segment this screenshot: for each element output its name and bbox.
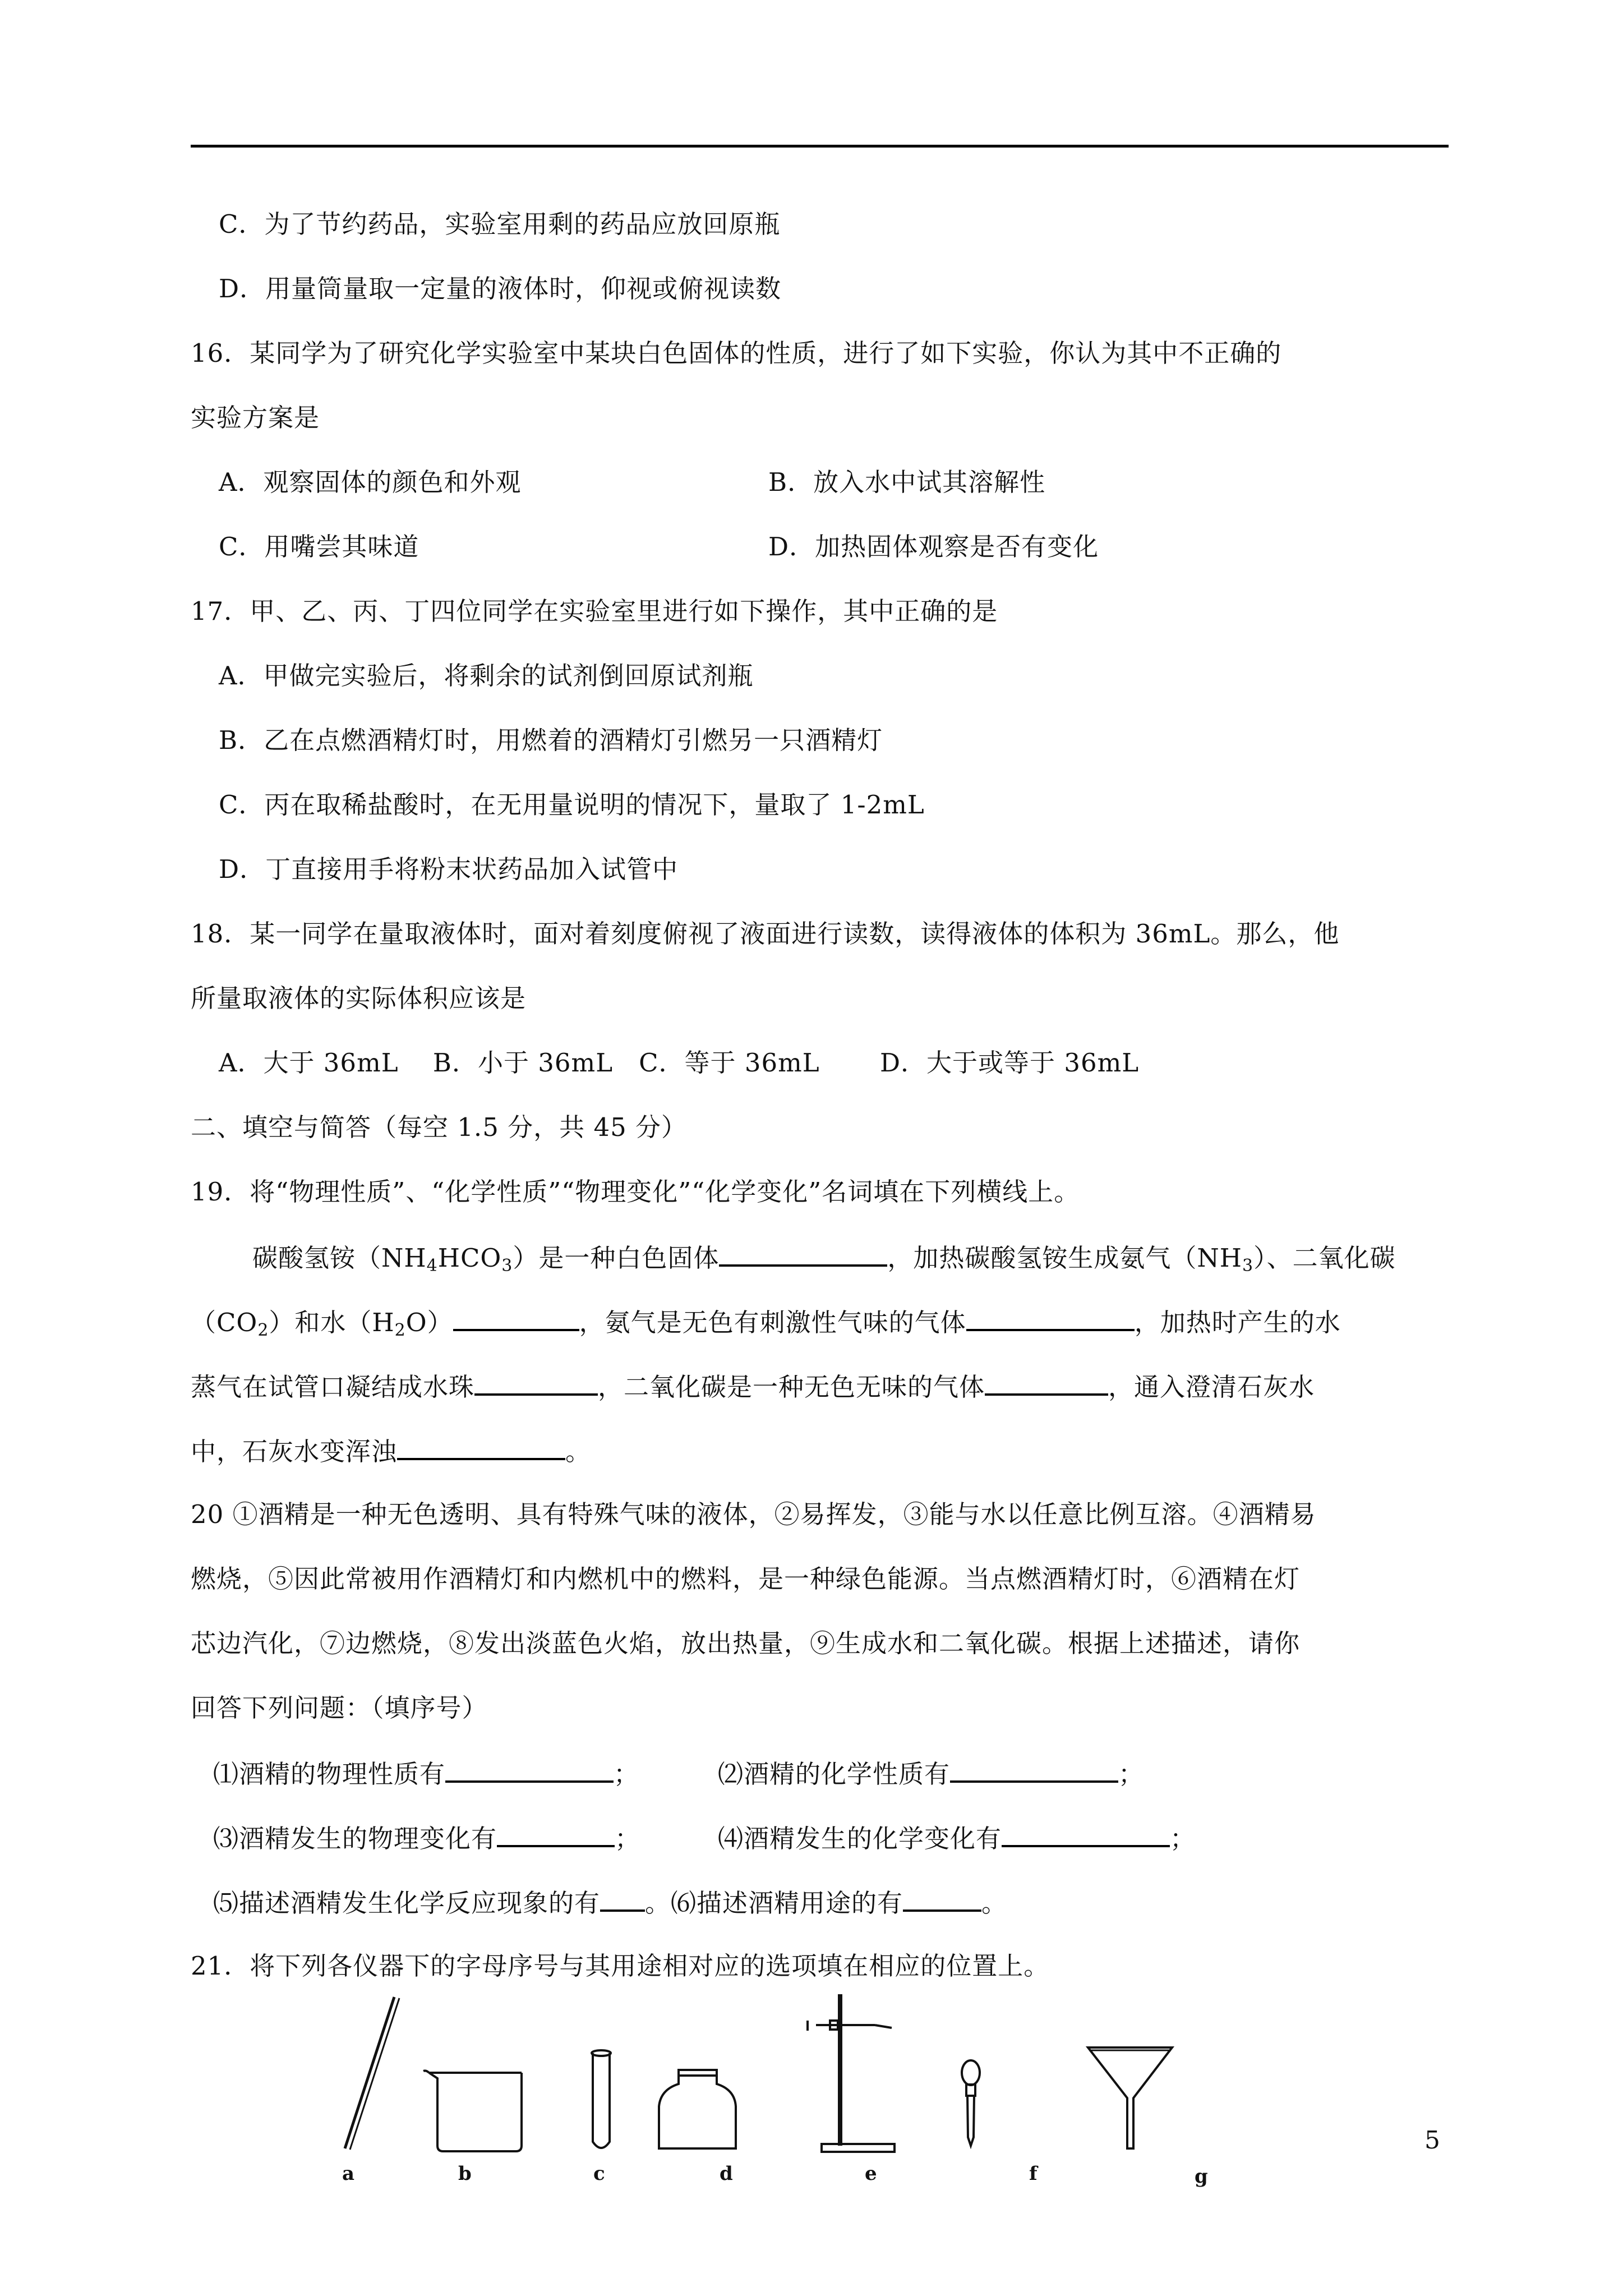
q16-option-a: A．观察固体的颜色和外观 xyxy=(219,467,522,497)
answer-blank[interactable] xyxy=(950,1756,1118,1783)
answer-blank[interactable] xyxy=(600,1885,645,1912)
iron-stand-icon xyxy=(808,1994,895,2152)
glass-rod-icon xyxy=(345,1997,399,2150)
option-c: C．为了节约药品，实验室用剩的药品应放回原瓶 xyxy=(219,209,781,239)
q19-line-4: 中，石灰水变浑浊 。 xyxy=(191,1433,591,1469)
question-18-cont: 所量取液体的实际体积应该是 xyxy=(191,983,527,1013)
header-rule xyxy=(191,145,1449,148)
question-16-cont: 实验方案是 xyxy=(191,403,320,432)
wide-mouth-bottle-icon xyxy=(659,2070,736,2148)
answer-blank[interactable] xyxy=(1002,1820,1170,1847)
q16-option-d: D．加热固体观察是否有变化 xyxy=(768,532,1099,562)
answer-blank[interactable] xyxy=(474,1369,598,1396)
question-19: 19．将“物理性质”、“化学性质”“物理变化”“化学变化”名词填在下列横线上。 xyxy=(191,1177,1080,1207)
funnel-icon xyxy=(1088,2047,1172,2148)
answer-blank[interactable] xyxy=(497,1820,615,1847)
q17-option-a: A．甲做完实验后，将剩余的试剂倒回原试剂瓶 xyxy=(219,661,754,691)
question-20: 20 ①酒精是一种无色透明、具有特殊气味的液体，②易挥发，③能与水以任意比例互溶。④酒精易 xyxy=(191,1499,1316,1529)
question-21: 21．将下列各仪器下的字母序号与其用途相对应的选项填在相应的位置上。 xyxy=(191,1951,1050,1981)
q19-line-2: $(CO_2)$和水$(H_2O)$ ，氨气是无色有刺激性气味的气体 ，加热时产生的水 xyxy=(191,1304,1341,1347)
apparatus-label-d: d xyxy=(720,2162,733,2185)
q17-option-d: D．丁直接用手将粉末状药品加入试管中 xyxy=(219,854,679,884)
answer-blank[interactable] xyxy=(397,1433,565,1460)
question-17: 17．甲、乙、丙、丁四位同学在实验室里进行如下操作，其中正确的是 xyxy=(191,596,998,626)
answer-blank[interactable] xyxy=(966,1304,1135,1331)
apparatus-figure xyxy=(314,1986,1307,2154)
answer-blank[interactable] xyxy=(903,1885,981,1912)
answer-blank[interactable] xyxy=(719,1240,887,1267)
q16-option-c: C．用嘴尝其味道 xyxy=(219,532,419,562)
question-20-cont-1: 燃烧，⑤因此常被用作酒精灯和内燃机中的燃料，是一种绿色能源。当点燃酒精灯时，⑥酒精在灯 xyxy=(191,1564,1301,1594)
apparatus-label-g: g xyxy=(1195,2165,1208,2188)
q20-part-2: ⑵酒精的化学性质有 ； xyxy=(718,1756,1144,1791)
option-d: D．用量筒量取一定量的液体时，仰视或俯视读数 xyxy=(219,274,782,303)
q17-option-c: C．丙在取稀盐酸时，在无用量说明的情况下，量取了 1-2mL xyxy=(219,790,925,820)
apparatus-label-c: c xyxy=(593,2162,605,2185)
q17-option-b: B．乙在点燃酒精灯时，用燃着的酒精灯引燃另一只酒精灯 xyxy=(219,725,883,755)
section-2-heading: 二、填空与简答（每空 1.5 分，共 45 分） xyxy=(191,1112,688,1142)
answer-blank[interactable] xyxy=(445,1756,614,1783)
question-20-cont-3: 回答下列问题：（填序号） xyxy=(191,1693,488,1723)
question-20-cont-2: 芯边汽化，⑦边燃烧，⑧发出淡蓝色火焰，放出热量，⑨生成水和二氧化碳。根据上述描述，请你 xyxy=(191,1628,1301,1658)
answer-blank[interactable] xyxy=(985,1369,1108,1396)
q18-options: A．大于 36mL B．小于 36mL C．等于 36mL D．大于或等于 36mL xyxy=(219,1048,1140,1078)
dropper-icon xyxy=(962,2060,980,2146)
apparatus-label-b: b xyxy=(458,2162,472,2185)
answer-blank[interactable] xyxy=(453,1304,579,1331)
question-16: 16．某同学为了研究化学实验室中某块白色固体的性质，进行了如下实验，你认为其中不正确的 xyxy=(191,338,1282,368)
q20-part-1: ⑴酒精的物理性质有 ； xyxy=(213,1756,639,1791)
q19-line-3: 蒸气在试管口凝结成水珠 ，二氧化碳是一种无色无味的气体 ，通入澄清石灰水 xyxy=(191,1369,1315,1404)
q16-option-b: B．放入水中试其溶解性 xyxy=(768,467,1046,497)
page-number: 5 xyxy=(1424,2126,1440,2155)
apparatus-label-e: e xyxy=(865,2162,877,2185)
apparatus-label-a: a xyxy=(342,2162,355,2185)
q20-part-4: ⑷酒精发生的化学变化有 ； xyxy=(718,1820,1196,1856)
q19-line-1: 碳酸氢铵$(NH_4HCO_3)$是一种白色固体 ，加热碳酸氢铵生成氨气$(NH_3)$、二氧化碳 xyxy=(252,1240,1396,1283)
apparatus-label-f: f xyxy=(1029,2162,1038,2185)
q20-part-3: ⑶酒精发生的物理变化有 ； xyxy=(213,1820,640,1856)
question-18: 18．某一同学在量取液体时，面对着刻度俯视了液面进行读数，读得液体的体积为 36mL。那么，他 xyxy=(191,919,1340,949)
q20-part-5-6: ⑸描述酒精发生化学反应现象的有 。⑹描述酒精用途的有 。 xyxy=(213,1885,1007,1920)
beaker-icon xyxy=(423,2070,522,2151)
test-tube-icon xyxy=(592,2050,611,2148)
